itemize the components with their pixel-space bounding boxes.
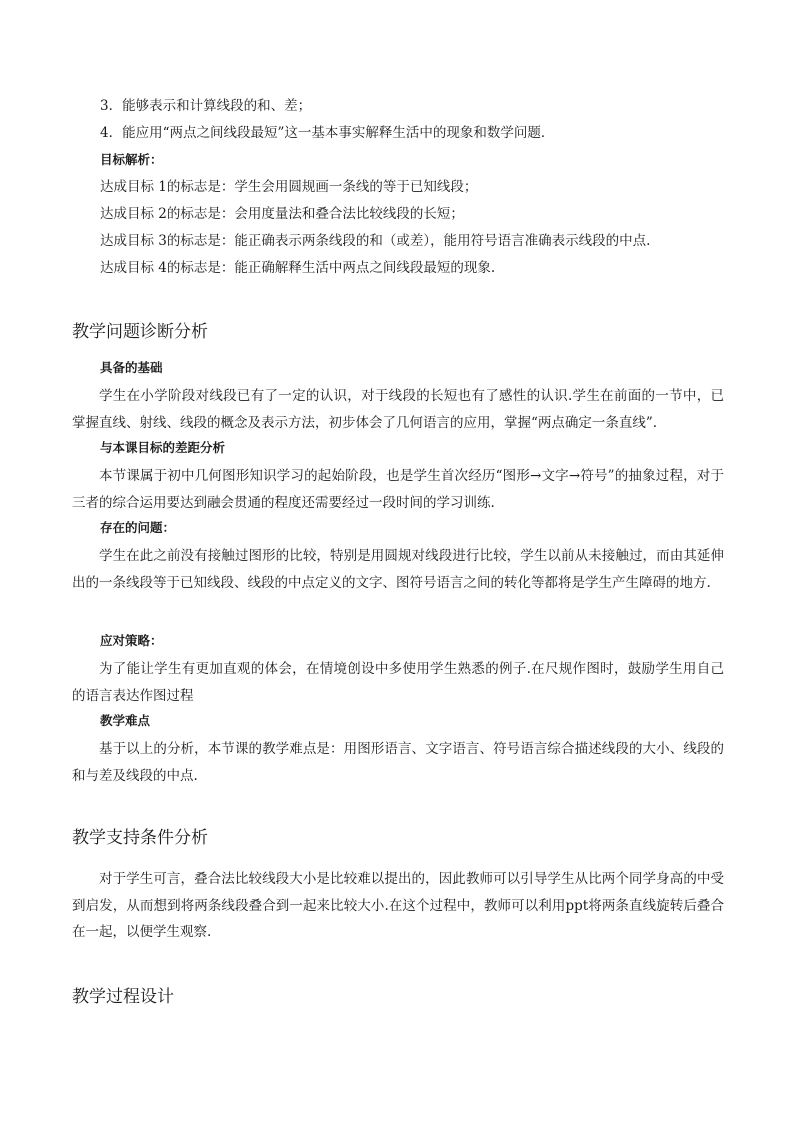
process-heading: 教学过程设计 xyxy=(72,987,174,1007)
strategy-label: 应对策略： xyxy=(100,633,163,648)
problem-label: 存在的问题： xyxy=(100,520,176,535)
support-heading: 教学支持条件分析 xyxy=(72,828,208,848)
objective-item-3: 3．能够表示和计算线段的和、差； xyxy=(100,98,312,114)
gap-paragraph: 本节课属于初中几何图形知识学习的起始阶段，也是学生首次经历“图形→文字→符号”的抽象过程，对于三者的综合运用要达到融会贯通的程度还需要经过一段时间的学习训练. xyxy=(72,468,724,511)
basis-label: 具备的基础 xyxy=(100,360,163,375)
support-paragraph: 对于学生可言，叠合法比较线段大小是比较难以提出的，因此教师可以引导学生从比两个同学身高的中受到启发，从而想到将两条线段叠合到一起来比较大小.在这个过程中，教师可以利用ppt将两条直线旋转后叠合在一起，以便学生观察. xyxy=(72,871,724,941)
objective-analysis-1: 达成目标 1的标志是：学生会用圆规画一条线的等于已知线段； xyxy=(100,179,478,195)
gap-label: 与本课目标的差距分析 xyxy=(100,440,226,455)
difficulty-paragraph: 基于以上的分析，本节课的教学难点是：用图形语言、文字语言、符号语言综合描述线段的大小、线段的和与差及线段的中点. xyxy=(72,741,724,784)
objective-analysis-2: 达成目标 2的标志是：会用度量法和叠合法比较线段的长短； xyxy=(100,206,464,222)
objective-analysis-label: 目标解析： xyxy=(100,152,163,167)
objective-item-4: 4．能应用“两点之间线段最短”这一基本事实解释生活中的现象和数学问题． xyxy=(100,125,555,141)
problem-paragraph: 学生在此之前没有接触过图形的比较，特别是用圆规对线段进行比较，学生以前从未接触过，而由其延伸出的一条线段等于已知线段、线段的中点定义的文字、图符号语言之间的转化等都将是学生产生障碍的地方. xyxy=(72,548,724,591)
diagnosis-heading: 教学问题诊断分析 xyxy=(72,322,208,342)
basis-paragraph: 学生在小学阶段对线段已有了一定的认识，对于线段的长短也有了感性的认识.学生在前面的一节中，已掌握直线、射线、线段的概念及表示方法，初步体会了几何语言的应用，掌握“两点确定一条直线”. xyxy=(72,388,724,431)
difficulty-label: 教学难点 xyxy=(100,713,151,728)
objective-analysis-3: 达成目标 3的标志是：能正确表示两条线段的和（或差），能用符号语言准确表示线段的中点. xyxy=(100,233,651,249)
strategy-paragraph: 为了能让学生有更加直观的体会，在情境创设中多使用学生熟悉的例子.在尺规作图时，鼓励学生用自己的语言表达作图过程 xyxy=(72,661,724,704)
objective-analysis-4: 达成目标 4的标志是：能正确解释生活中两点之间线段最短的现象. xyxy=(100,260,496,276)
